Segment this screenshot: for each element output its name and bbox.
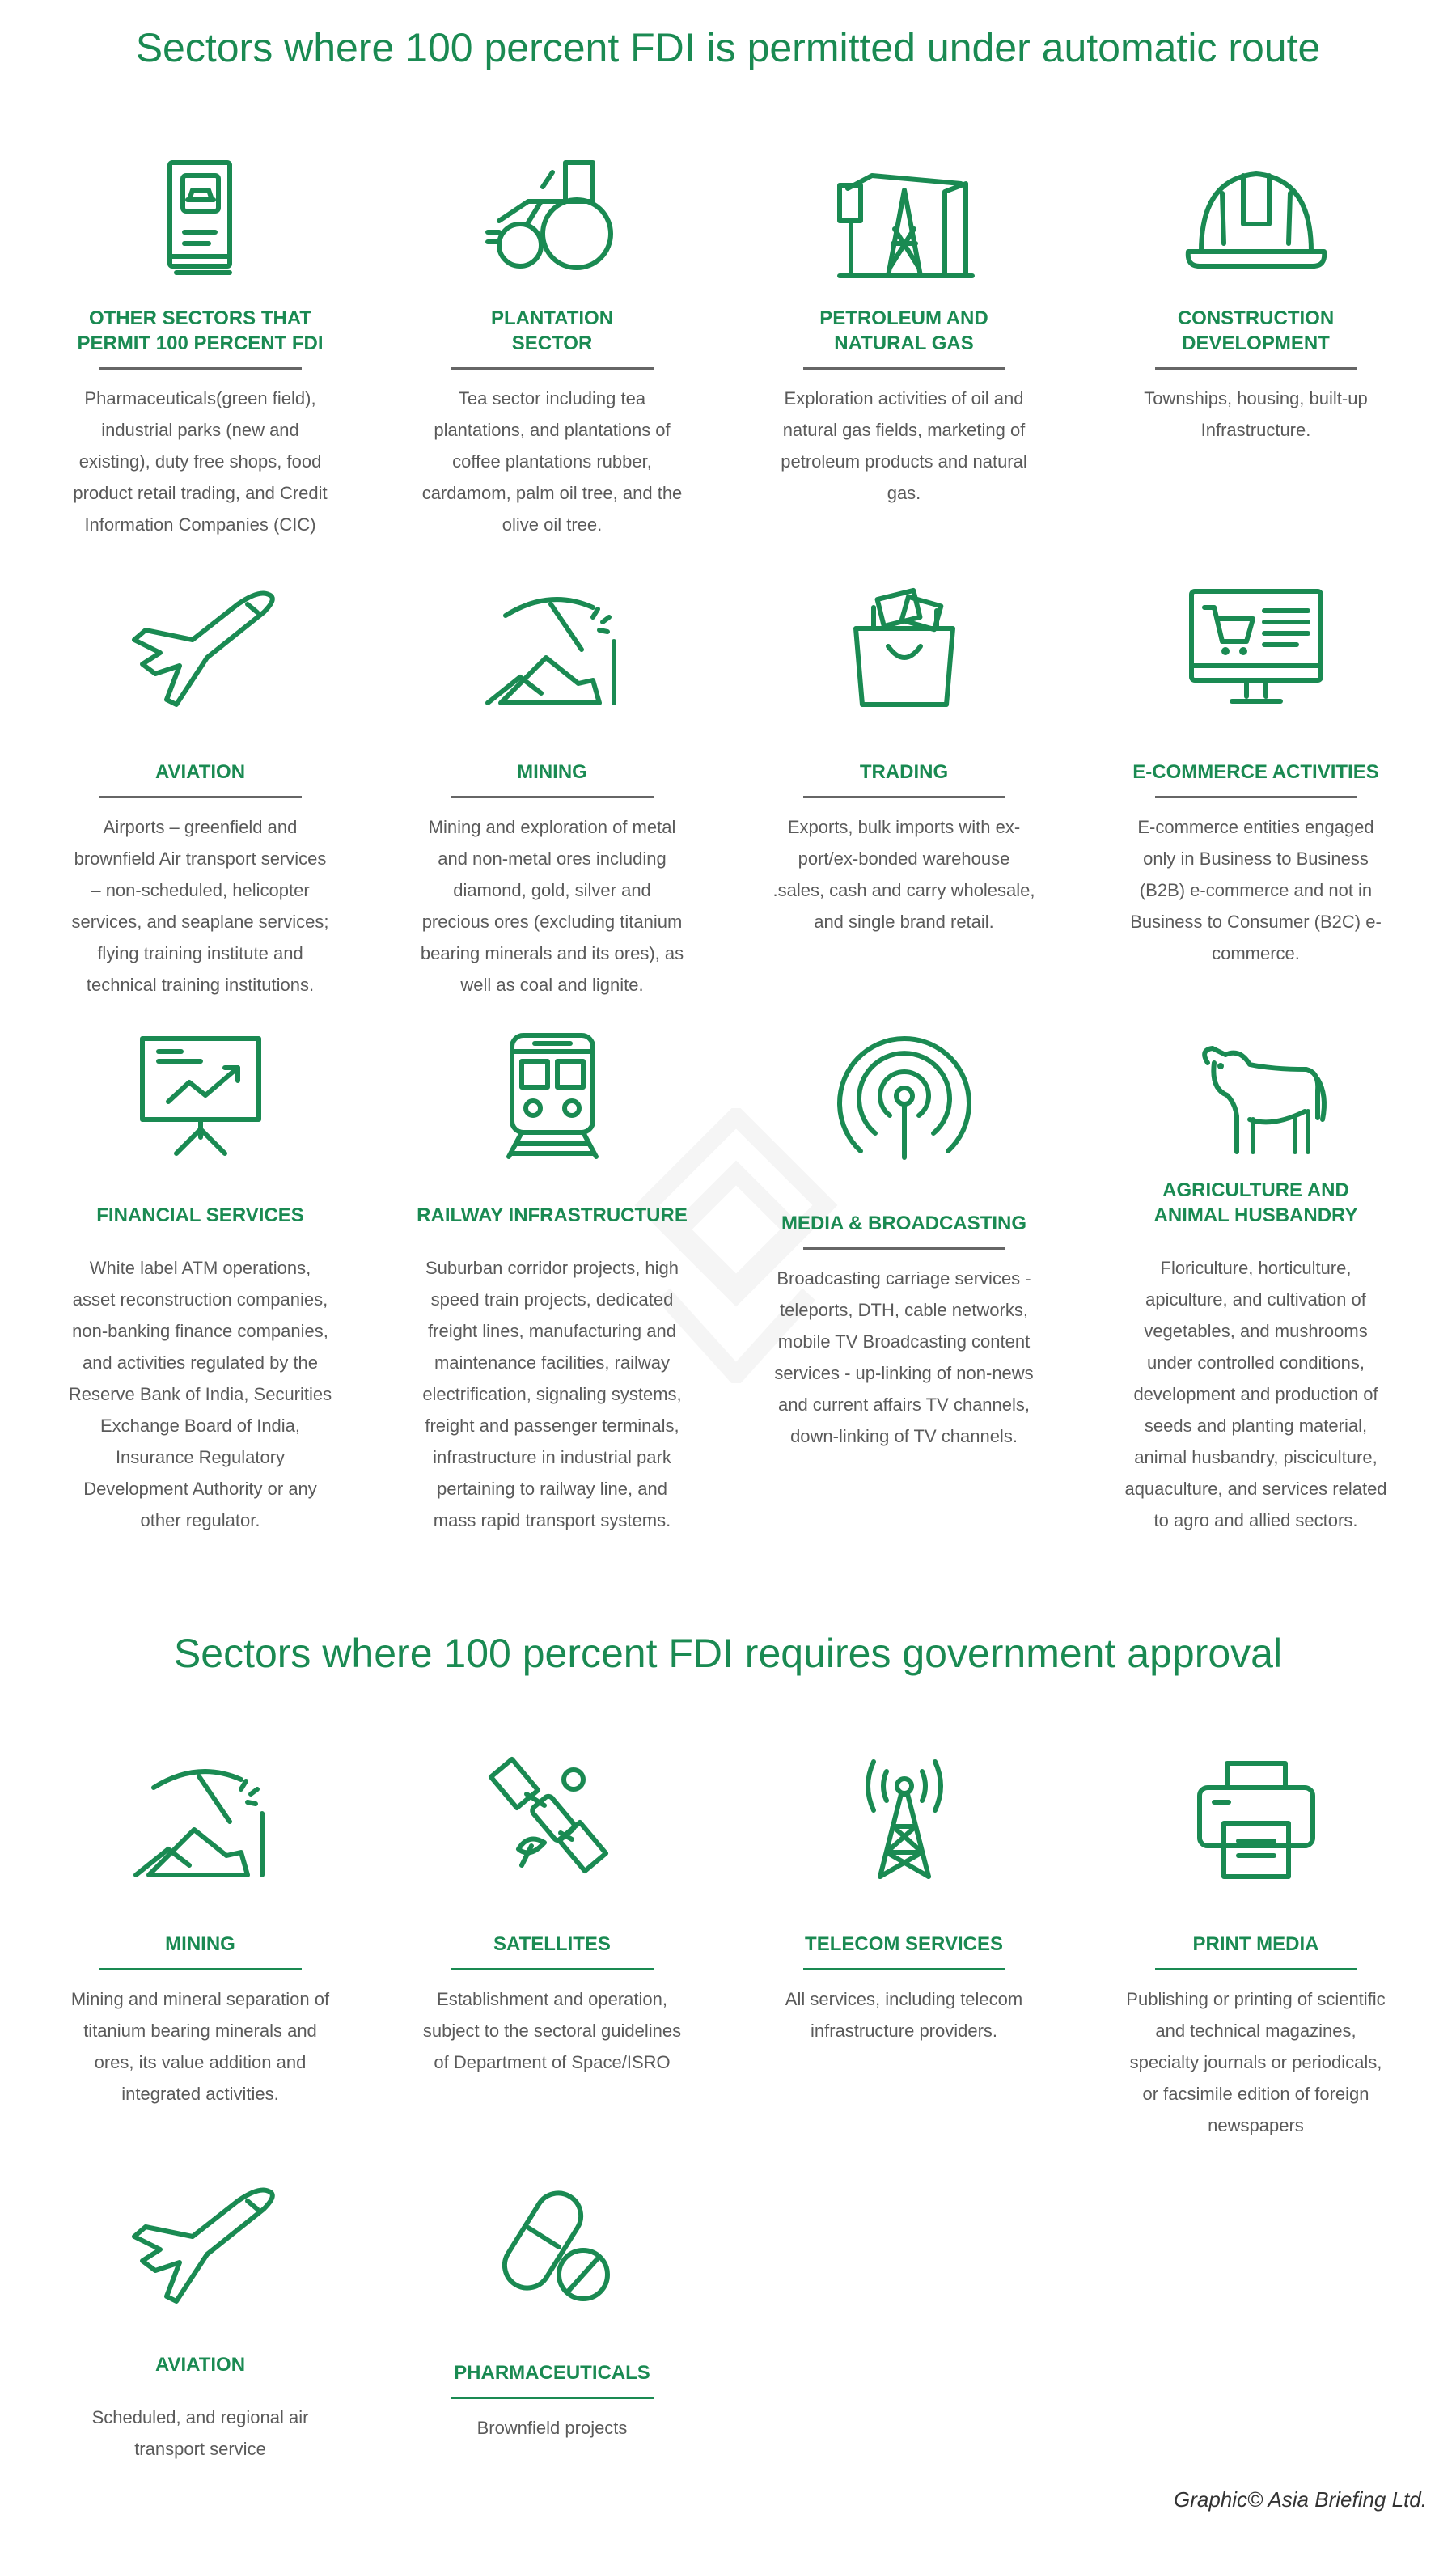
ecommerce-monitor-icon [1096,579,1416,717]
title-underline [451,796,654,798]
sector-title: TELECOM SERVICES [805,1933,1003,1955]
sector-card [728,1751,1080,2180]
sector-card [376,579,728,1031]
sector-description: Floriculture, horticulture, apiculture, and cultivation of vegetables, and mushrooms under controlled conditions, development and production of seeds and planting material, animal husbandry, pisciculture, aquaculture, and services related to agro and allied sectors. [1124,1258,1387,1530]
sector-description: Airports – greenfield and brownfield Air transport services – non-scheduled, helicopter services, and seaplane services; flying training institute and technical training institutions. [71,817,329,995]
sector-card [376,1031,728,1530]
sector-title: AGRICULTURE AND ANIMAL HUSBANDRY [1153,1179,1358,1226]
oil-pump-icon [744,150,1064,288]
sector-card [728,1031,1080,1500]
sector-card [24,2180,376,2459]
sector-title: RAILWAY INFRASTRUCTURE [417,1204,688,1226]
sector-title: PHARMACEUTICALS [454,2362,650,2384]
sector-title: OTHER SECTORS THAT PERMIT 100 PERCENT FDI [77,307,324,354]
sector-card [728,150,1080,579]
license-book-icon [40,150,360,288]
sector-title: CONSTRUCTION DEVELOPMENT [1177,307,1335,354]
title-underline [99,796,302,798]
sector-card [24,579,376,1031]
sector-description: Mining and mineral separation of titanium bearing minerals and ores, its value addition and integrated activities. [70,1989,330,2104]
sector-title: AVIATION [154,2354,246,2376]
sector-description: E-commerce entities engaged only in Business to Business (B2B) e-commerce and not in Business to Consumer (B2C) e-commerce. [1130,817,1382,963]
title-underline [803,367,1005,370]
printer-icon [1096,1751,1416,1889]
sector-description: Tea sector including tea plantations, and plantations of coffee plantations rubber, cardamom, palm oil tree, and the olive oil tree. [421,388,683,535]
satellite-icon [392,1751,712,1889]
sector-title: PETROLEUM AND NATURAL GAS [819,307,988,354]
pickaxe-icon [40,1751,360,1889]
sector-title: PLANTATION SECTOR [490,307,614,354]
sector-card [1080,150,1432,579]
sector-card [376,150,728,579]
sector-description: Broadcasting carriage services - teleports, DTH, cable networks, mobile TV Broadcasting content services - up-linking of non-news and current affairs TV channels, down-linking of TV channels. [774,1268,1034,1446]
telecom-tower-icon [744,1751,1064,1889]
airplane-icon [40,579,360,717]
sector-description: Exploration activities of oil and natural gas fields, marketing of petroleum products and natural gas. [781,388,1027,503]
sector-description: Townships, housing, built-up Infrastructure. [1144,388,1368,440]
graphic-credit: Graphic© Asia Briefing Ltd. [1173,2487,1427,2512]
title-underline [99,367,302,370]
sector-description: White label ATM operations, asset reconstruction companies, non-banking finance companies, and activities regulated by the Reserve Bank of India, Securities Exchange Board of India, Insurance Regulatory Development Authority or any other regulator. [68,1258,332,1530]
sector-description: All services, including telecom infrastructure providers. [785,1989,1023,2041]
sector-card [24,1751,376,2180]
title-underline [451,1968,654,1970]
section-title-approval: Sectors where 100 percent FDI requires government approval [173,1631,1283,1676]
title-underline [99,1968,302,1970]
sector-description: Establishment and operation, subject to the sectoral guidelines of Department of Space/ISRO [422,1989,682,2072]
sector-card [1080,579,1432,1031]
sector-title: MINING [165,1933,235,1955]
sector-title: FINANCIAL SERVICES [96,1204,304,1226]
sector-title: SATELLITES [493,1933,611,1955]
sector-card [1080,1751,1432,2180]
pill-icon [392,2180,712,2317]
hard-hat-icon [1096,150,1416,288]
sector-title: PRINT MEDIA [1192,1933,1319,1955]
chart-board-icon [40,1031,360,1160]
broadcast-icon [744,1031,1064,1168]
pickaxe-icon [392,579,712,717]
sector-description: Suburban corridor projects, high speed train projects, dedicated freight lines, manufacturing and maintenance facilities, railway electrification, signaling systems, freight and passenger terminals, infrastructure in industrial park pertaining to railway line, and mass rapid transport systems. [422,1258,682,1530]
sector-description: Brownfield projects [476,2418,628,2438]
sector-description: Pharmaceuticals(green field), industrial parks (new and existing), duty free shops, food product retail trading, and Credit Information Companies (CIC) [73,388,328,535]
title-underline [803,1968,1005,1970]
title-underline [451,2397,654,2399]
sector-card [376,2180,728,2447]
cow-icon [1096,1031,1416,1160]
sector-card [24,1031,376,1530]
sector-title: MINING [517,761,587,783]
sector-title: E-COMMERCE ACTIVITIES [1132,761,1379,783]
tractor-icon [392,150,712,288]
government-approval-grid [24,1751,1432,2459]
train-icon [392,1031,712,1160]
sector-title: TRADING [859,761,949,783]
sector-description: Exports, bulk imports with ex-port/ex-bonded warehouse .sales, cash and carry wholesale, and single brand retail. [772,817,1035,932]
sector-description: Scheduled, and regional air transport service [91,2407,309,2459]
sector-title: AVIATION [154,761,246,783]
sector-card [1080,1031,1432,1530]
title-underline [451,367,654,370]
sector-description: Mining and exploration of metal and non-metal ores including diamond, gold, silver and precious ores (excluding titanium bearing minerals and its ores), as well as coal and lignite. [420,817,684,995]
title-underline [1155,1968,1357,1970]
title-underline [1155,367,1357,370]
sector-description: Publishing or printing of scientific and technical magazines, specialty journals or periodicals, or facsimile edition of foreign newspapers [1126,1989,1386,2135]
automatic-route-grid [24,150,1432,1530]
sector-card [728,579,1080,1031]
sector-title: MEDIA & BROADCASTING [781,1213,1027,1234]
title-underline [1155,796,1357,798]
airplane-icon [40,2180,360,2309]
section-title-automatic: Sectors where 100 percent FDI is permitted under automatic route [135,25,1321,70]
sector-card [376,1751,728,2180]
title-underline [803,796,1005,798]
shopping-bag-icon [744,579,1064,717]
title-underline [803,1247,1005,1250]
sector-card [24,150,376,579]
